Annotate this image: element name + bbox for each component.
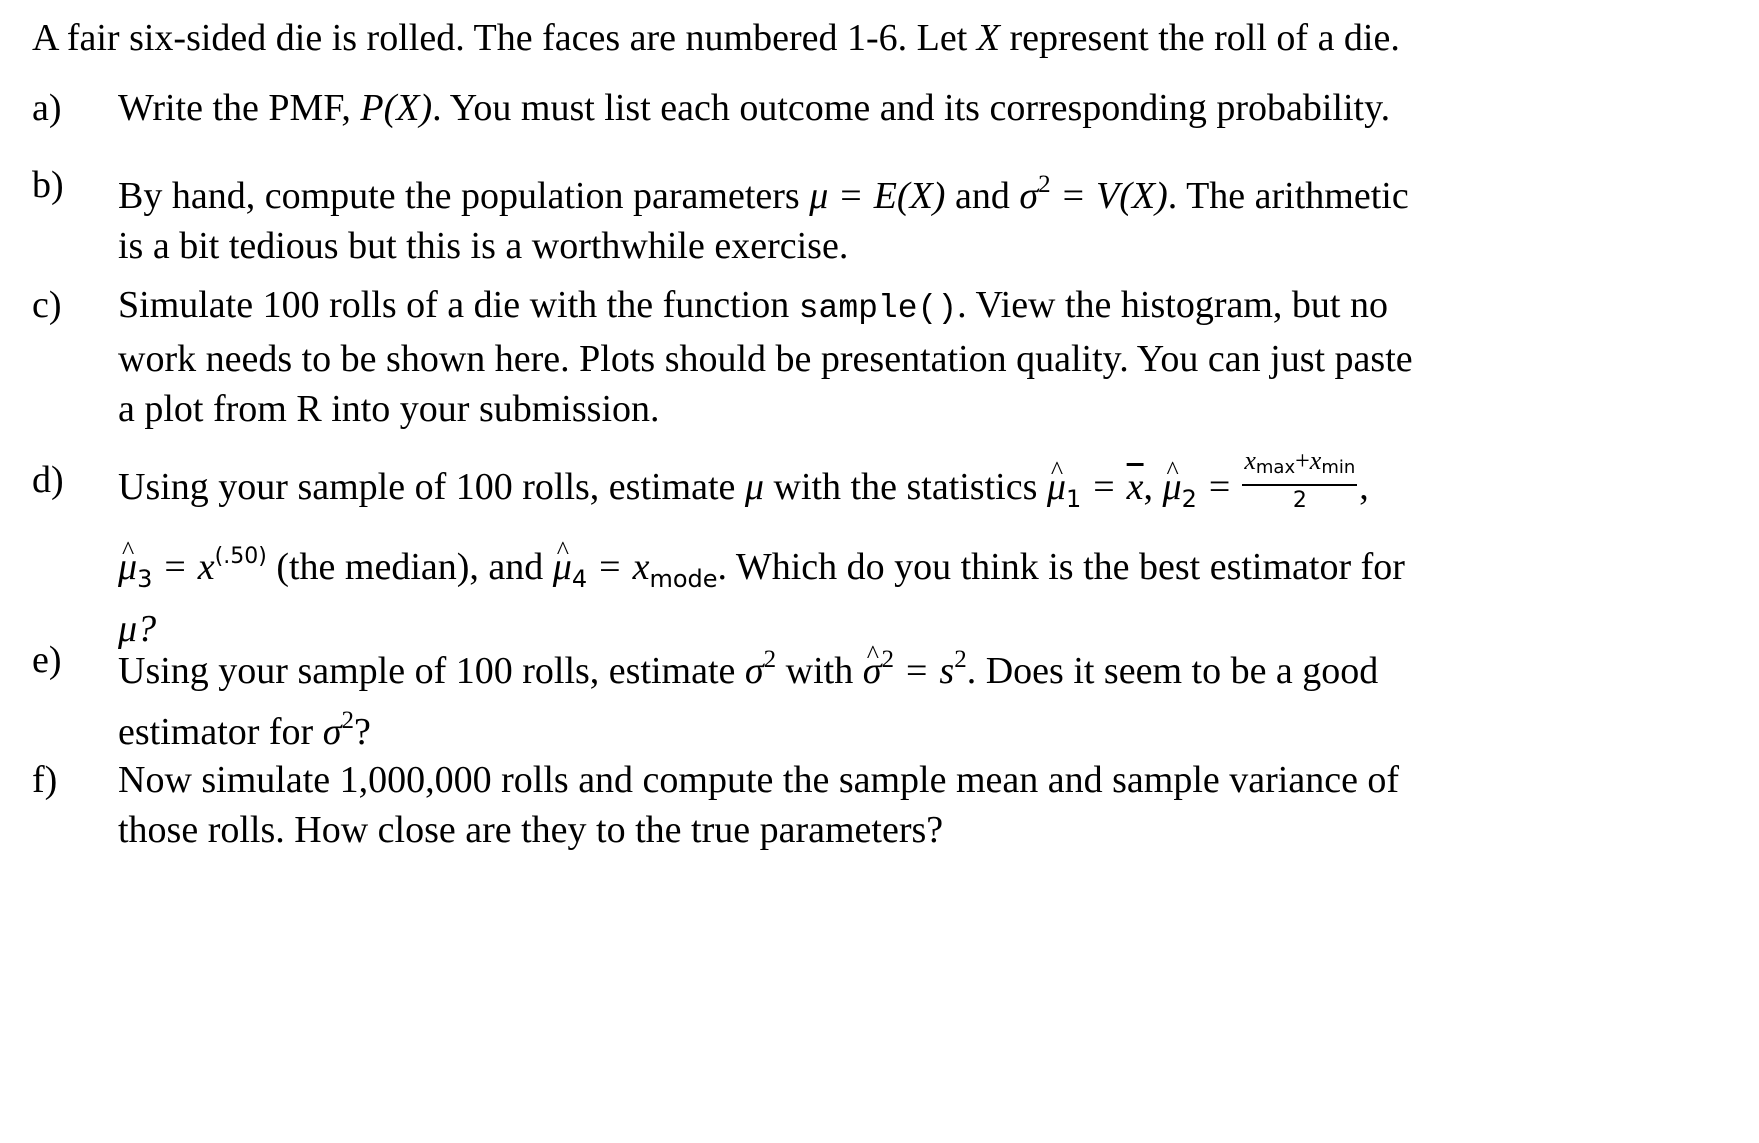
question-c-line-3: a plot from R into your submission. — [118, 388, 660, 430]
question-c-line-1 — [118, 280, 1738, 334]
question-b-line-2: is a bit tedious but this is a worthwhile exercise. — [118, 225, 849, 267]
question-b-label: b) — [32, 164, 64, 206]
x-max-var: x — [1244, 446, 1256, 475]
question-f-line-1: Now simulate 1,000,000 rolls and compute the sample mean and sample variance of — [118, 759, 1400, 801]
x-min-var: x — [1309, 446, 1322, 475]
x-var: x — [197, 546, 215, 588]
max-subscript: max — [1255, 457, 1296, 478]
sigma-symbol: σ — [744, 650, 764, 692]
sigma-hat: ^ σ — [863, 646, 882, 696]
question-e-line-2 — [118, 696, 1738, 757]
question-c-text-1: Simulate 100 rolls of a die with the function — [118, 284, 799, 326]
min-subscript: min — [1321, 457, 1356, 478]
question-a-label: a) — [32, 87, 62, 129]
question-e-text-3: . Does it seem to be a good — [966, 650, 1379, 692]
squared-superscript: 2 — [763, 646, 777, 673]
question-e-text-4: estimator for — [118, 711, 323, 753]
pmf-expression: P(X) — [360, 87, 433, 129]
intro-variable: X — [976, 17, 1000, 59]
question-d-label: d) — [32, 459, 64, 501]
question-a-line-1 — [118, 83, 1738, 133]
question-f-body — [118, 755, 1738, 855]
question-c-line-2: work needs to be shown here. Plots should be presentation quality. You can just paste — [118, 338, 1413, 380]
question-f-label: f) — [32, 759, 58, 801]
question-c-label: c) — [32, 284, 62, 326]
question-e-text-2: with — [776, 650, 863, 692]
fraction-denominator: 2 — [1292, 488, 1307, 513]
mu-symbol: μ — [809, 175, 829, 217]
subscript-3: 3 — [137, 565, 153, 593]
sigma-symbol: σ — [1019, 175, 1039, 217]
question-a-text-1: Write the PMF, — [118, 87, 361, 129]
question-d-line-3: μ? — [118, 608, 157, 650]
question-d-text-4: . Which do you think is the best estimator for — [717, 546, 1405, 588]
squared-superscript: 2 — [1038, 171, 1051, 198]
equals-sign: = — [905, 650, 928, 692]
question-d-text-1: Using your sample of 100 rolls, estimate — [118, 466, 745, 509]
question-e-line-1 — [118, 635, 1738, 696]
x-bar: $\overline{x}$ — [1126, 466, 1144, 509]
expectation-expression: E(X) — [873, 175, 946, 217]
variance-expression: V(X) — [1096, 175, 1168, 217]
equals-sign: = — [599, 546, 621, 588]
mu-symbol: μ — [744, 466, 764, 509]
question-e-body — [118, 635, 1738, 757]
squared-superscript: 2 — [881, 646, 894, 673]
sigma-symbol: σ — [322, 711, 342, 753]
question-a-text-2: . You must list each outcome and its corresponding probability. — [432, 87, 1391, 129]
question-d-text-2: with the statistics — [764, 466, 1047, 509]
equals-sign: = — [1062, 175, 1085, 217]
mu-hat-1: ^ μ — [1047, 462, 1066, 512]
squared-superscript: 2 — [341, 707, 354, 734]
code-sample-function: sample() — [798, 290, 958, 327]
question-d-text-3: (the median), and — [266, 546, 553, 588]
comma: , — [1143, 466, 1163, 509]
problem-intro — [32, 14, 1400, 62]
question-e-label: e) — [32, 639, 62, 681]
question-b-body — [118, 160, 1738, 271]
percentile-superscript: (.50) — [214, 544, 267, 569]
question-d-body — [118, 446, 1738, 654]
question-e-text-1: Using your sample of 100 rolls, estimate — [118, 650, 745, 692]
plus-sign: + — [1295, 446, 1310, 475]
question-b-and: and — [945, 175, 1020, 217]
squared-superscript: 2 — [954, 646, 967, 673]
equals-sign: = — [164, 546, 186, 588]
intro-text-2: represent the roll of a die. — [999, 17, 1400, 59]
subscript-1: 1 — [1065, 485, 1082, 514]
equals-sign: = — [1208, 466, 1231, 509]
equals-sign: = — [1093, 466, 1115, 509]
midrange-fraction — [1242, 445, 1357, 516]
mode-subscript: mode — [649, 565, 718, 593]
question-c-body — [118, 280, 1738, 434]
question-mark: ? — [353, 711, 371, 753]
subscript-2: 2 — [1181, 485, 1197, 514]
mu-hat-2: ^ μ — [1163, 462, 1182, 512]
question-d-line-2 — [118, 532, 1738, 604]
question-b-line-1 — [118, 160, 1738, 221]
question-d-line-1 — [118, 446, 1738, 526]
mu-hat-4: ^ μ — [553, 542, 572, 592]
question-c-text-2: . View the histogram, but no — [957, 284, 1388, 326]
question-a-body — [118, 83, 1738, 133]
mu-hat-3: ^ μ — [118, 542, 137, 592]
question-b-text-1: By hand, compute the population parameters — [118, 175, 810, 217]
subscript-4: 4 — [571, 565, 588, 593]
fraction-numerator — [1242, 445, 1357, 486]
question-b-text-2: . The arithmetic — [1167, 175, 1409, 217]
intro-text-1: A fair six-sided die is rolled. The faces are numbered 1-6. Let — [32, 17, 977, 59]
equals-sign: = — [840, 175, 862, 217]
trailing-comma: , — [1359, 466, 1369, 509]
s-variable: s — [939, 650, 955, 692]
question-f-line-2: those rolls. How close are they to the true parameters? — [118, 809, 944, 851]
x-var: x — [632, 546, 650, 588]
